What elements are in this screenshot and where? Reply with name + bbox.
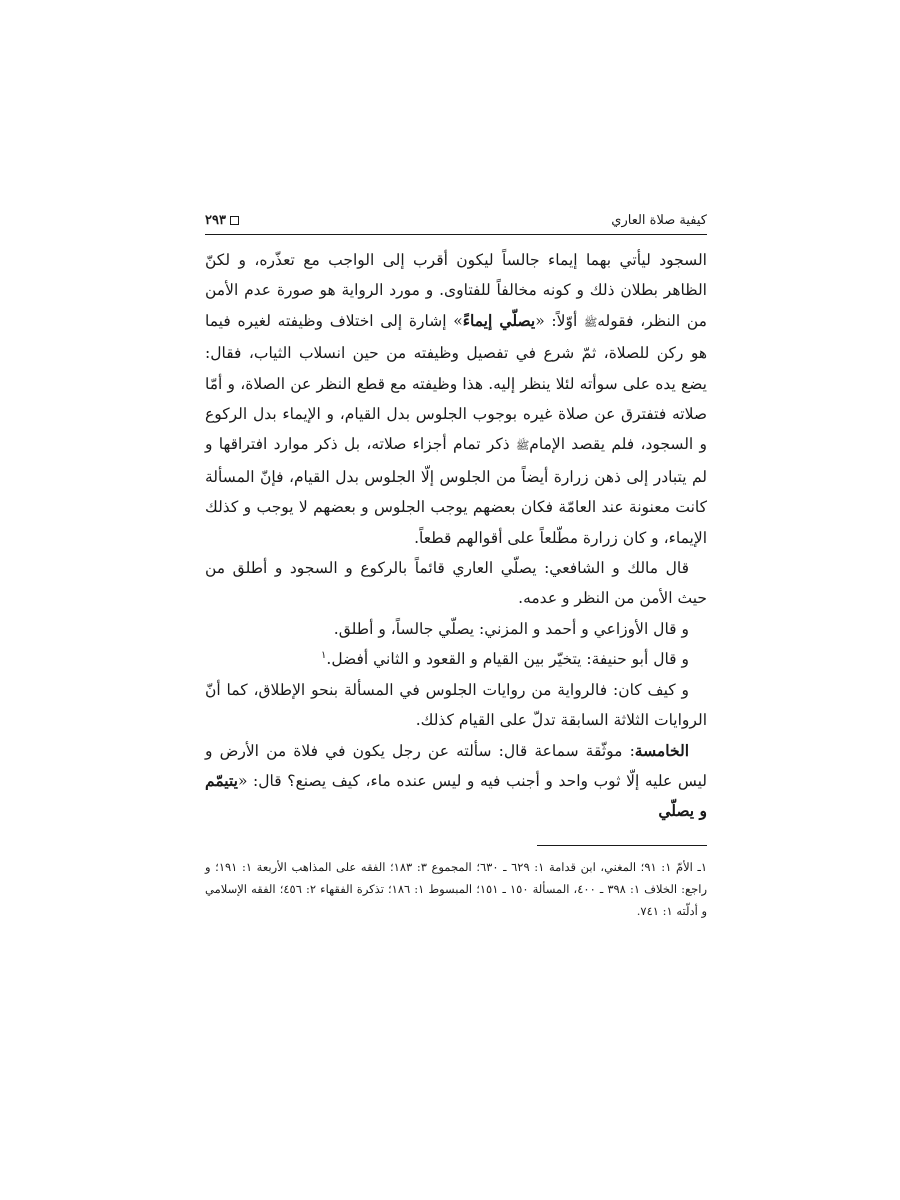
paragraph-2: قال مالك و الشافعي: يصلّي العاري قائماً بالركوع و السجود و أطلق من حيث الأمن من النظر و عدمه. xyxy=(205,559,707,608)
running-title: كيفية صلاة العاري xyxy=(611,213,707,228)
footnotes xyxy=(205,856,707,922)
footnote-1: ١ـ الأمّ ١: ٩١؛ المغني، ابن قدامة ١: ٦٢٩ ـ ٦٣٠؛ المجموع ٣: ١٨٣؛ الفقه على المذاهب الأربعة ١: ١٩١؛ و راجع: الخلاف ١: ٣٩٨ ـ ٤٠٠، المسألة ١٥٠ ـ ١٥١؛ المبسوط ١: ١٨٦؛ تذكرة الفقهاء ٢: ٤٥٦؛ الفقه الإسلامي و أدلّته ١: ٧٤١. xyxy=(205,859,708,918)
paragraph-6: الخامسة: موثّقة سماعة قال: سألته عن رجل يكون في فلاة من الأرض و ليس عليه إلّا ثوب واحد و أجنب فيه و ليس عنده ماء، كيف يصنع؟ قال: «يتيمّم و يصلّي xyxy=(205,740,707,821)
honorific-glyph: ﷺ xyxy=(515,439,530,453)
book-page xyxy=(205,198,707,922)
footnote-ref[interactable]: ١ xyxy=(321,650,327,662)
main-text xyxy=(205,245,707,827)
paragraph-4: و قال أبو حنيفة: يتخيّر بين القيام و القعود و الثاني أفضل.$^١$ xyxy=(321,650,689,669)
honorific-glyph: ﷺ xyxy=(583,315,598,329)
header-rule xyxy=(205,234,707,235)
footnote-rule xyxy=(537,845,707,846)
quoted-phrase: يصلّي إيماءً xyxy=(462,310,536,330)
paragraph-1: السجود ليأتي بهما إيماء جالساً ليكون أقرب إلى الواجب مع تعذّره، و لكنّ الظاهر بطلان ذلك و كونه مخالفاً للفتاوى. و مورد الرواية هو صورة عدم الأمن من النظر، فقولهﷺ أوّلاً: «يصلّي إيماءً» إشارة إلى اختلاف وظيفته لغيره فيما هو ركن للصلاة، ثمّ شرع في تفصيل وظيفته من حين انسلاب الثياب، فقال: يضع يده على سوأته لئلا ينظر إليه. هذا وظيفته مع قطع النظر عن الصلاة، و أمّا صلاته فتفترق عن صلاة غيره بوجوب الجلوس بدل القيام، و الإيماء بدل الركوع و السجود، فلم يقصد الإمامﷺ ذكر تمام أجزاء صلاته، بل ذكر موارد افتراقها و لم يتبادر إلى ذهن زرارة أيضاً من الجلوس إلّا الجلوس بدل القيام، فإنّ المسألة كانت معنونة عند العامّة فكان بعضهم يوجب الجلوس و بعضهم لا يوجب و كذلك الإيماء، و كان زرارة مطّلعاً على أقوالهم قطعاً. xyxy=(205,251,707,547)
page-number-value: ٢٩٣ xyxy=(205,213,226,228)
running-header xyxy=(205,198,707,228)
page-number xyxy=(205,213,239,228)
quoted-phrase: يتيمّم و يصلّي xyxy=(205,770,707,821)
paragraph-5: و كيف كان: فالرواية من روايات الجلوس في المسألة بنحو الإطلاق، كما أنّ الروايات الثلاثة السابقة تدلّ على القيام كذلك. xyxy=(205,680,707,730)
paragraph-3: و قال الأوزاعي و أحمد و المزني: يصلّي جالساً، و أطلق. xyxy=(333,619,689,638)
section-label: الخامسة xyxy=(634,740,689,760)
square-icon xyxy=(230,216,239,225)
